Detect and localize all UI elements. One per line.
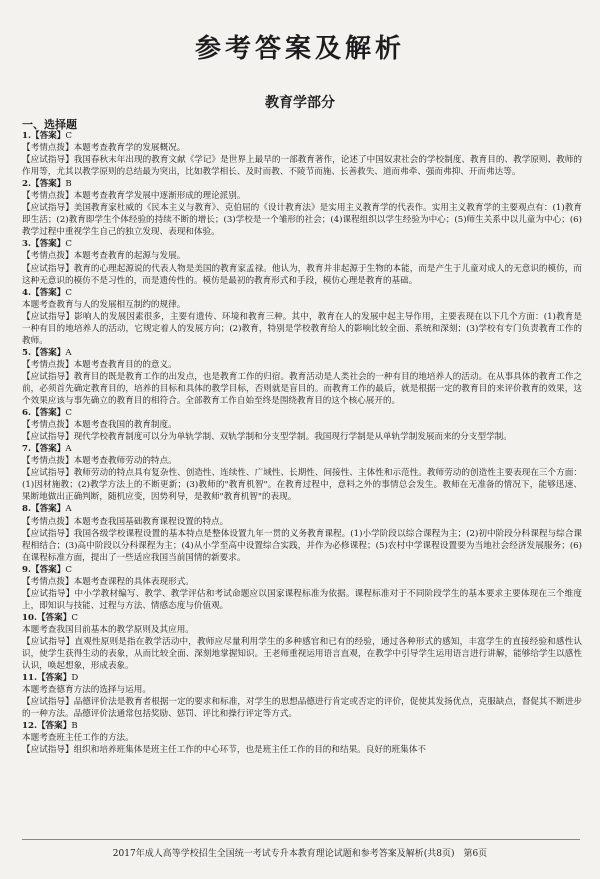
answer-label: 【答案】 [30, 347, 66, 358]
explanation-text: 【应试指导】教育的心理起源说的代表人物是美国的教育家孟禄。他认为，教育并非起源于生物的本能，而是产生于儿童对成人的无意识的模仿，而这种无意识的模仿不是习性的，而是遗传性的。模仿是最初的教育形式和手段，模仿心理是教育的基础。 [22, 263, 582, 286]
answer-value: A [65, 444, 72, 455]
explanation-text: 【考情点拨】本题考查教育的起源与发展。 [22, 251, 186, 262]
section-title: 教育学部分 [265, 95, 335, 111]
answer-line [22, 443, 582, 455]
explanation-text: 【考情点拨】本题考查教师劳动的特点。 [22, 456, 177, 467]
answer-value: C [65, 408, 72, 419]
explanation-text: 【应试指导】我国各级学校课程设置的基本特点是整体设置九年一贯的义务教育课程。(1)小学阶段以综合课程为主；(2)初中阶段分科课程与综合课程相结合；(3)高中阶段以分科课程为主；(4)从小学至高中设置综合实践，并作为必修课程；(5)农村中学课程设置要为当地社会经济发展服务；(6)在课程标准方面，提出了一些适应我国当前国情的新要求。 [22, 528, 582, 563]
answer-line [22, 672, 582, 684]
explanation-text: 【应试指导】中小学教材编写、教学、教学评估和考试命题应以国家课程标准为依据。课程标准对于不同阶段学生的基本要求主要体现在三个维度上，即知识与技能、过程与方法、情感态度与价值观。 [22, 588, 582, 611]
explanation-text: 【考情点拨】本题考查课程的具体表现形式。 [22, 576, 194, 587]
answer-label: 【答案】 [30, 287, 66, 298]
answer-label: 【答案】 [36, 721, 72, 732]
answer-label: 【答案】 [30, 239, 66, 250]
question-number: 5. [22, 347, 31, 358]
explanation-text: 【应试指导】美国教育家杜威的《民本主义与教育》、克伯屈的《设计教育法》是实用主义教育学的代表作。实用主义教育学的主要观点有：(1)教育即生活；(2)教育即学生个体经验的持续不断的增长；(3)学校是一个雏形的社会；(4)课程组织以学生经验为中心；(5)师生关系中以儿童为中心；(6)教学过程中重视学生自己的独立发现、表现和体验。 [22, 203, 582, 238]
question-number: 7. [22, 444, 31, 455]
explanation-text: 【应试指导】品德评价法是教育者根据一定的要求和标准，对学生的思想品德进行肯定或否定的评价，促使其发扬优点，克服缺点，督促其不断进步的一种方法。品德评价法通常包括奖励、惩罚、评比和操行评定等方式。 [22, 697, 582, 720]
answer-label: 【答案】 [30, 564, 66, 575]
question-item [22, 672, 582, 720]
answer-line [22, 564, 582, 576]
question-item [22, 720, 582, 756]
explanation-text: 【应试指导】教育目的既是教育工作的出发点，也是教育工作的归宿。教育活动是人类社会的一种有目的地培养人的活动。在从事具体的教育工作之前，必须首先确定教育目的，培养的目标和具体的教学目标，否则就是盲目的。而教育工作的最后，就是根据一定的教育目的来评价教育的效果，这个效果应该与事先确立的教育目的相符合。全部教育工作自始至终是围绕教育目的这个核心展开的。 [22, 371, 582, 407]
question-item [22, 503, 582, 563]
explanation-text: 【考情点拨】本题考查教育学发展中逐渐形成的理论派别。 [22, 191, 246, 202]
question-number: 9. [22, 564, 31, 575]
explanation-text: 本题考查我国目前基本的教学原则及其应用。 [22, 624, 194, 635]
answer-line [22, 238, 582, 250]
page-footer: 2017年成人高等学校招生全国统一考试专升本教育理论试题和参考答案及解析(共8页) 第6页 [112, 849, 488, 859]
answer-line [22, 407, 582, 419]
answer-line [22, 287, 582, 299]
answer-label: 【答案】 [30, 179, 66, 190]
question-number: 12. [22, 721, 37, 732]
answer-label: 【答案】 [36, 673, 72, 684]
question-item [22, 178, 582, 238]
answer-list [22, 130, 582, 830]
explanation-text: 【应试指导】直观性原则是指在教学活动中，教师应尽量利用学生的多种感官和已有的经验，通过各种形式的感知，丰富学生的直接经验和感性认识，使学生获得生动的表象，从而比较全面、深刻地掌握知识。王老师重视运用语言直观，在教学中引导学生运用语言进行讲解，能够给学生以感性认识，唤起想象，形成表象。 [22, 636, 582, 672]
answer-line [22, 178, 582, 190]
question-item [22, 612, 582, 672]
answer-label: 【答案】 [30, 131, 66, 141]
answer-value: D [71, 673, 79, 684]
answer-label: 【答案】 [36, 612, 72, 623]
explanation-text: 本题考查班主任工作的方法。 [22, 733, 134, 744]
answer-value: C [65, 131, 72, 141]
question-item [22, 347, 582, 407]
footer-divider [22, 839, 580, 840]
explanation-text: 【考情点拨】本题考查教育学的发展概况。 [22, 143, 186, 154]
question-number: 2. [22, 179, 31, 190]
explanation-text: 【考情点拨】本题考查我国基础教育课程设置的特点。 [22, 516, 229, 527]
question-item [22, 443, 582, 503]
explanation-text: 【应试指导】我国春秋末年出现的教育文献《学记》是世界上最早的一部教育著作，论述了中国奴隶社会的学校制度、教育目的、教学原则、教师的作用等，尤其以教学原则的总结最为突出，比如教学相长、及时而教、不陵节而施、长善救失、道而弗牵、强而弗抑、开而弗达等。 [22, 155, 582, 178]
answer-value: C [71, 612, 78, 623]
question-item [22, 287, 582, 347]
answer-label: 【答案】 [30, 444, 66, 455]
question-item [22, 407, 582, 443]
answer-line [22, 612, 582, 624]
question-number: 8. [22, 504, 31, 515]
answer-line [22, 720, 582, 732]
explanation-text: 【应试指导】教师劳动的特点具有复杂性、创造性、连续性、广域性、长期性、间接性、主体性和示范性。教师劳动的创造性主要表现在三个方面：(1)因材施教；(2)教学方法上的不断更新；(3)教师的"教育机智"。在教育过程中，意料之外的事情总会发生。教师在无准备的情况下，能够迅速、果断地做出正确判断，随机应变，因势利导，是教师"教育机智"的表现。 [22, 468, 582, 503]
answer-value: A [65, 504, 72, 515]
explanation-text: 【应试指导】现代学校教育制度可以分为单轨学制、双轨学制和分支型学制。我国现行学制是从单轨学制发展而来的分支型学制。 [22, 432, 512, 443]
question-number: 3. [22, 239, 31, 250]
answer-value: A [65, 347, 72, 358]
answer-label: 【答案】 [30, 408, 66, 419]
answer-value: C [65, 564, 72, 575]
answer-line [22, 347, 582, 359]
question-item [22, 564, 582, 612]
part-heading: 一、选择题 [22, 118, 77, 131]
explanation-text: 【考情点拨】本题考查我国的教育制度。 [22, 420, 177, 431]
answer-line [22, 130, 582, 142]
question-item [22, 238, 582, 286]
explanation-text: 本题考查教育与人的发展相互制约的规律。 [22, 299, 186, 310]
answer-value: C [65, 287, 72, 298]
explanation-text: 【考情点拨】本题考查教育目的的意义。 [22, 359, 177, 370]
question-number: 1. [22, 131, 31, 141]
answer-label: 【答案】 [30, 504, 66, 515]
question-item [22, 130, 582, 178]
answer-value: B [65, 179, 72, 190]
answer-value: C [65, 239, 72, 250]
question-number: 11. [22, 673, 37, 684]
answer-line [22, 503, 582, 515]
explanation-text: 【应试指导】影响人的发展因素很多，主要有遗传、环境和教育三种。其中，教育在人的发展中起主导作用，主要表现在以下几个方面：(1)教育是一种有目的地培养人的活动，它规定着人的发展方向；(2)教育，特别是学校教育给人的影响比较全面、系统和深刻；(3)学校有专门负责教育工作的教师。 [22, 311, 582, 346]
page-title: 参考答案及解析 [194, 34, 405, 64]
question-number: 6. [22, 408, 31, 419]
question-number: 10. [22, 612, 37, 623]
answer-value: B [71, 721, 78, 732]
question-number: 4. [22, 287, 31, 298]
explanation-text: 本题考查德育方法的选择与运用。 [22, 685, 151, 696]
explanation-text: 【应试指导】组织和培养班集体是班主任工作的中心环节，也是班主任工作的目的和结果。良好的班集体不 [22, 745, 426, 756]
